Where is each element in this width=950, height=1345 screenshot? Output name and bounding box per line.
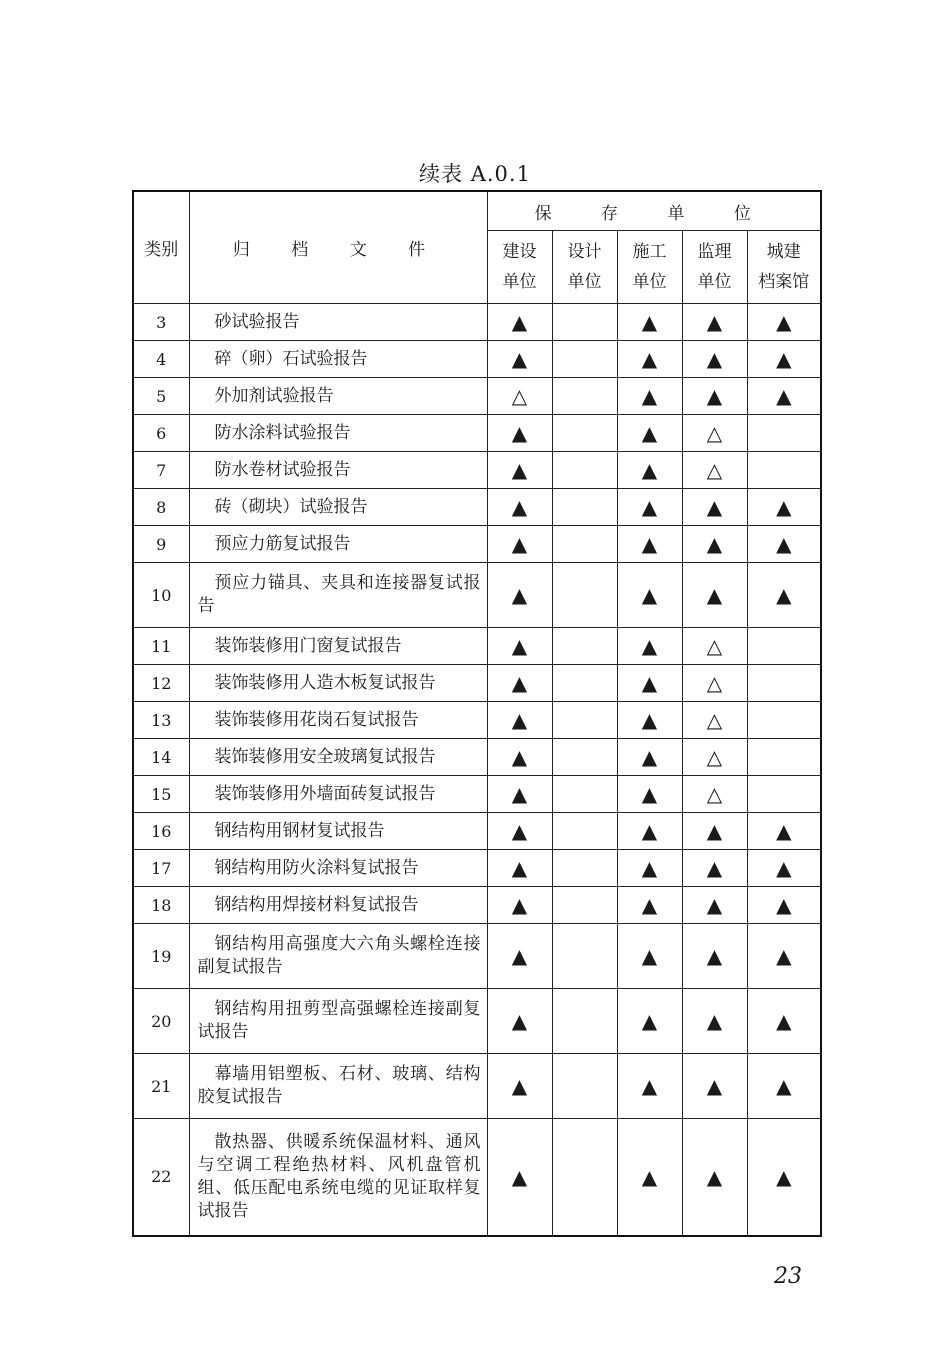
mark-cell: ▲ bbox=[747, 850, 821, 887]
mark-cell: ▲ bbox=[682, 304, 747, 341]
mark-cell: ▲ bbox=[747, 341, 821, 378]
mark-cell: △ bbox=[682, 452, 747, 489]
table-row bbox=[133, 526, 821, 563]
table-row bbox=[133, 1119, 821, 1236]
mark-cell: ▲ bbox=[487, 1119, 552, 1236]
table-row bbox=[133, 702, 821, 739]
table-row bbox=[133, 776, 821, 813]
header-document: 归 档 文 件 bbox=[189, 191, 487, 304]
mark-cell: ▲ bbox=[682, 989, 747, 1054]
mark-cell bbox=[552, 526, 617, 563]
row-document: 砖（砌块）试验报告 bbox=[189, 489, 487, 526]
mark-cell: ▲ bbox=[747, 526, 821, 563]
mark-cell bbox=[552, 628, 617, 665]
mark-cell: ▲ bbox=[682, 887, 747, 924]
table-row bbox=[133, 887, 821, 924]
mark-cell: ▲ bbox=[617, 665, 682, 702]
mark-cell bbox=[552, 739, 617, 776]
table-row bbox=[133, 628, 821, 665]
table-row bbox=[133, 739, 821, 776]
mark-cell: ▲ bbox=[487, 665, 552, 702]
mark-cell bbox=[552, 563, 617, 628]
row-number: 10 bbox=[133, 563, 189, 628]
row-document: 钢结构用防火涂料复试报告 bbox=[189, 850, 487, 887]
table-row bbox=[133, 341, 821, 378]
mark-cell: ▲ bbox=[487, 415, 552, 452]
archive-table bbox=[132, 190, 822, 1237]
mark-cell bbox=[552, 665, 617, 702]
row-number: 19 bbox=[133, 924, 189, 989]
mark-cell: △ bbox=[682, 702, 747, 739]
mark-cell: ▲ bbox=[682, 813, 747, 850]
row-number: 20 bbox=[133, 989, 189, 1054]
row-document: 防水卷材试验报告 bbox=[189, 452, 487, 489]
mark-cell: ▲ bbox=[487, 702, 552, 739]
mark-cell: ▲ bbox=[617, 489, 682, 526]
row-document: 砂试验报告 bbox=[189, 304, 487, 341]
row-document: 碎（卵）石试验报告 bbox=[189, 341, 487, 378]
mark-cell bbox=[552, 702, 617, 739]
table-row bbox=[133, 304, 821, 341]
mark-cell: ▲ bbox=[747, 563, 821, 628]
mark-cell: ▲ bbox=[747, 1119, 821, 1236]
mark-cell: ▲ bbox=[487, 850, 552, 887]
mark-cell: ▲ bbox=[487, 739, 552, 776]
row-document: 钢结构用钢材复试报告 bbox=[189, 813, 487, 850]
mark-cell bbox=[747, 628, 821, 665]
header-unit-construction-owner: 建设 单位 bbox=[487, 231, 552, 304]
mark-cell: ▲ bbox=[487, 489, 552, 526]
row-number: 12 bbox=[133, 665, 189, 702]
mark-cell bbox=[552, 304, 617, 341]
mark-cell: ▲ bbox=[617, 1119, 682, 1236]
mark-cell bbox=[552, 489, 617, 526]
mark-cell: ▲ bbox=[487, 887, 552, 924]
header-storage-units: 保 存 单 位 bbox=[487, 191, 821, 231]
row-document: 装饰装修用外墙面砖复试报告 bbox=[189, 776, 487, 813]
mark-cell: ▲ bbox=[487, 1054, 552, 1119]
row-document: 装饰装修用花岗石复试报告 bbox=[189, 702, 487, 739]
header-unit-urban-archive: 城建 档案馆 bbox=[747, 231, 821, 304]
row-number: 15 bbox=[133, 776, 189, 813]
row-number: 3 bbox=[133, 304, 189, 341]
row-number: 9 bbox=[133, 526, 189, 563]
mark-cell bbox=[747, 665, 821, 702]
mark-cell: ▲ bbox=[747, 924, 821, 989]
mark-cell bbox=[552, 1054, 617, 1119]
row-document: 外加剂试验报告 bbox=[189, 378, 487, 415]
table-row bbox=[133, 489, 821, 526]
row-document: 幕墙用铝塑板、石材、玻璃、结构胶复试报告 bbox=[189, 1054, 487, 1119]
mark-cell: ▲ bbox=[617, 850, 682, 887]
mark-cell bbox=[552, 813, 617, 850]
mark-cell: ▲ bbox=[487, 989, 552, 1054]
table-row bbox=[133, 452, 821, 489]
mark-cell: ▲ bbox=[617, 452, 682, 489]
mark-cell: △ bbox=[682, 628, 747, 665]
mark-cell: △ bbox=[682, 665, 747, 702]
table-row bbox=[133, 1054, 821, 1119]
mark-cell: ▲ bbox=[487, 304, 552, 341]
row-document: 装饰装修用人造木板复试报告 bbox=[189, 665, 487, 702]
mark-cell: ▲ bbox=[617, 563, 682, 628]
table-caption: 续表 A.0.1 bbox=[419, 162, 531, 186]
row-number: 13 bbox=[133, 702, 189, 739]
mark-cell: ▲ bbox=[747, 989, 821, 1054]
mark-cell: ▲ bbox=[487, 776, 552, 813]
mark-cell: ▲ bbox=[682, 526, 747, 563]
row-number: 17 bbox=[133, 850, 189, 887]
mark-cell: ▲ bbox=[617, 628, 682, 665]
mark-cell: ▲ bbox=[487, 813, 552, 850]
header-category: 类别 bbox=[133, 191, 189, 304]
table-row bbox=[133, 924, 821, 989]
mark-cell: △ bbox=[682, 415, 747, 452]
mark-cell: ▲ bbox=[747, 887, 821, 924]
mark-cell bbox=[552, 415, 617, 452]
row-document: 装饰装修用门窗复试报告 bbox=[189, 628, 487, 665]
mark-cell bbox=[747, 739, 821, 776]
mark-cell bbox=[747, 415, 821, 452]
mark-cell: ▲ bbox=[617, 378, 682, 415]
mark-cell: ▲ bbox=[617, 304, 682, 341]
mark-cell: ▲ bbox=[747, 378, 821, 415]
row-document: 预应力锚具、夹具和连接器复试报告 bbox=[189, 563, 487, 628]
mark-cell bbox=[552, 452, 617, 489]
mark-cell: ▲ bbox=[682, 850, 747, 887]
row-number: 6 bbox=[133, 415, 189, 452]
mark-cell: ▲ bbox=[617, 1054, 682, 1119]
table-body bbox=[133, 304, 821, 1236]
mark-cell: ▲ bbox=[617, 776, 682, 813]
table-row bbox=[133, 850, 821, 887]
mark-cell: ▲ bbox=[487, 452, 552, 489]
row-document: 钢结构用高强度大六角头螺栓连接副复试报告 bbox=[189, 924, 487, 989]
mark-cell: △ bbox=[682, 739, 747, 776]
mark-cell: ▲ bbox=[682, 1119, 747, 1236]
mark-cell bbox=[552, 989, 617, 1054]
mark-cell: ▲ bbox=[487, 563, 552, 628]
mark-cell bbox=[747, 702, 821, 739]
row-document: 装饰装修用安全玻璃复试报告 bbox=[189, 739, 487, 776]
table-row bbox=[133, 378, 821, 415]
mark-cell: ▲ bbox=[617, 887, 682, 924]
header-unit-design: 设计 单位 bbox=[552, 231, 617, 304]
mark-cell: △ bbox=[487, 378, 552, 415]
mark-cell: ▲ bbox=[682, 341, 747, 378]
row-number: 16 bbox=[133, 813, 189, 850]
row-document: 散热器、供暖系统保温材料、通风与空调工程绝热材料、风机盘管机组、低压配电系统电缆的见证取样复试报告 bbox=[189, 1119, 487, 1236]
row-number: 11 bbox=[133, 628, 189, 665]
row-document: 预应力筋复试报告 bbox=[189, 526, 487, 563]
mark-cell: ▲ bbox=[682, 378, 747, 415]
mark-cell bbox=[552, 924, 617, 989]
row-number: 5 bbox=[133, 378, 189, 415]
page-number: 23 bbox=[774, 1264, 802, 1289]
row-number: 8 bbox=[133, 489, 189, 526]
mark-cell: ▲ bbox=[747, 489, 821, 526]
mark-cell: ▲ bbox=[617, 526, 682, 563]
mark-cell: ▲ bbox=[747, 813, 821, 850]
mark-cell bbox=[552, 776, 617, 813]
row-number: 22 bbox=[133, 1119, 189, 1236]
mark-cell: ▲ bbox=[747, 1054, 821, 1119]
header-unit-supervision: 监理 单位 bbox=[682, 231, 747, 304]
row-document: 钢结构用扭剪型高强螺栓连接副复试报告 bbox=[189, 989, 487, 1054]
mark-cell: ▲ bbox=[617, 813, 682, 850]
mark-cell bbox=[552, 1119, 617, 1236]
mark-cell: ▲ bbox=[487, 341, 552, 378]
mark-cell: ▲ bbox=[617, 739, 682, 776]
row-number: 4 bbox=[133, 341, 189, 378]
mark-cell: ▲ bbox=[487, 628, 552, 665]
row-number: 7 bbox=[133, 452, 189, 489]
mark-cell bbox=[552, 378, 617, 415]
mark-cell bbox=[747, 452, 821, 489]
mark-cell bbox=[747, 776, 821, 813]
mark-cell bbox=[552, 887, 617, 924]
table-row bbox=[133, 415, 821, 452]
mark-cell: △ bbox=[682, 776, 747, 813]
row-document: 防水涂料试验报告 bbox=[189, 415, 487, 452]
mark-cell: ▲ bbox=[487, 526, 552, 563]
row-number: 21 bbox=[133, 1054, 189, 1119]
row-document: 钢结构用焊接材料复试报告 bbox=[189, 887, 487, 924]
mark-cell: ▲ bbox=[617, 341, 682, 378]
mark-cell: ▲ bbox=[682, 563, 747, 628]
row-number: 18 bbox=[133, 887, 189, 924]
mark-cell: ▲ bbox=[682, 924, 747, 989]
mark-cell: ▲ bbox=[682, 1054, 747, 1119]
header-unit-contractor: 施工 单位 bbox=[617, 231, 682, 304]
mark-cell: ▲ bbox=[682, 489, 747, 526]
table-row bbox=[133, 665, 821, 702]
mark-cell: ▲ bbox=[617, 415, 682, 452]
row-number: 14 bbox=[133, 739, 189, 776]
table-row bbox=[133, 813, 821, 850]
mark-cell: ▲ bbox=[747, 304, 821, 341]
mark-cell bbox=[552, 850, 617, 887]
mark-cell: ▲ bbox=[617, 989, 682, 1054]
mark-cell: ▲ bbox=[617, 924, 682, 989]
mark-cell bbox=[552, 341, 617, 378]
table-row bbox=[133, 563, 821, 628]
mark-cell: ▲ bbox=[487, 924, 552, 989]
table-row bbox=[133, 989, 821, 1054]
mark-cell: ▲ bbox=[617, 702, 682, 739]
